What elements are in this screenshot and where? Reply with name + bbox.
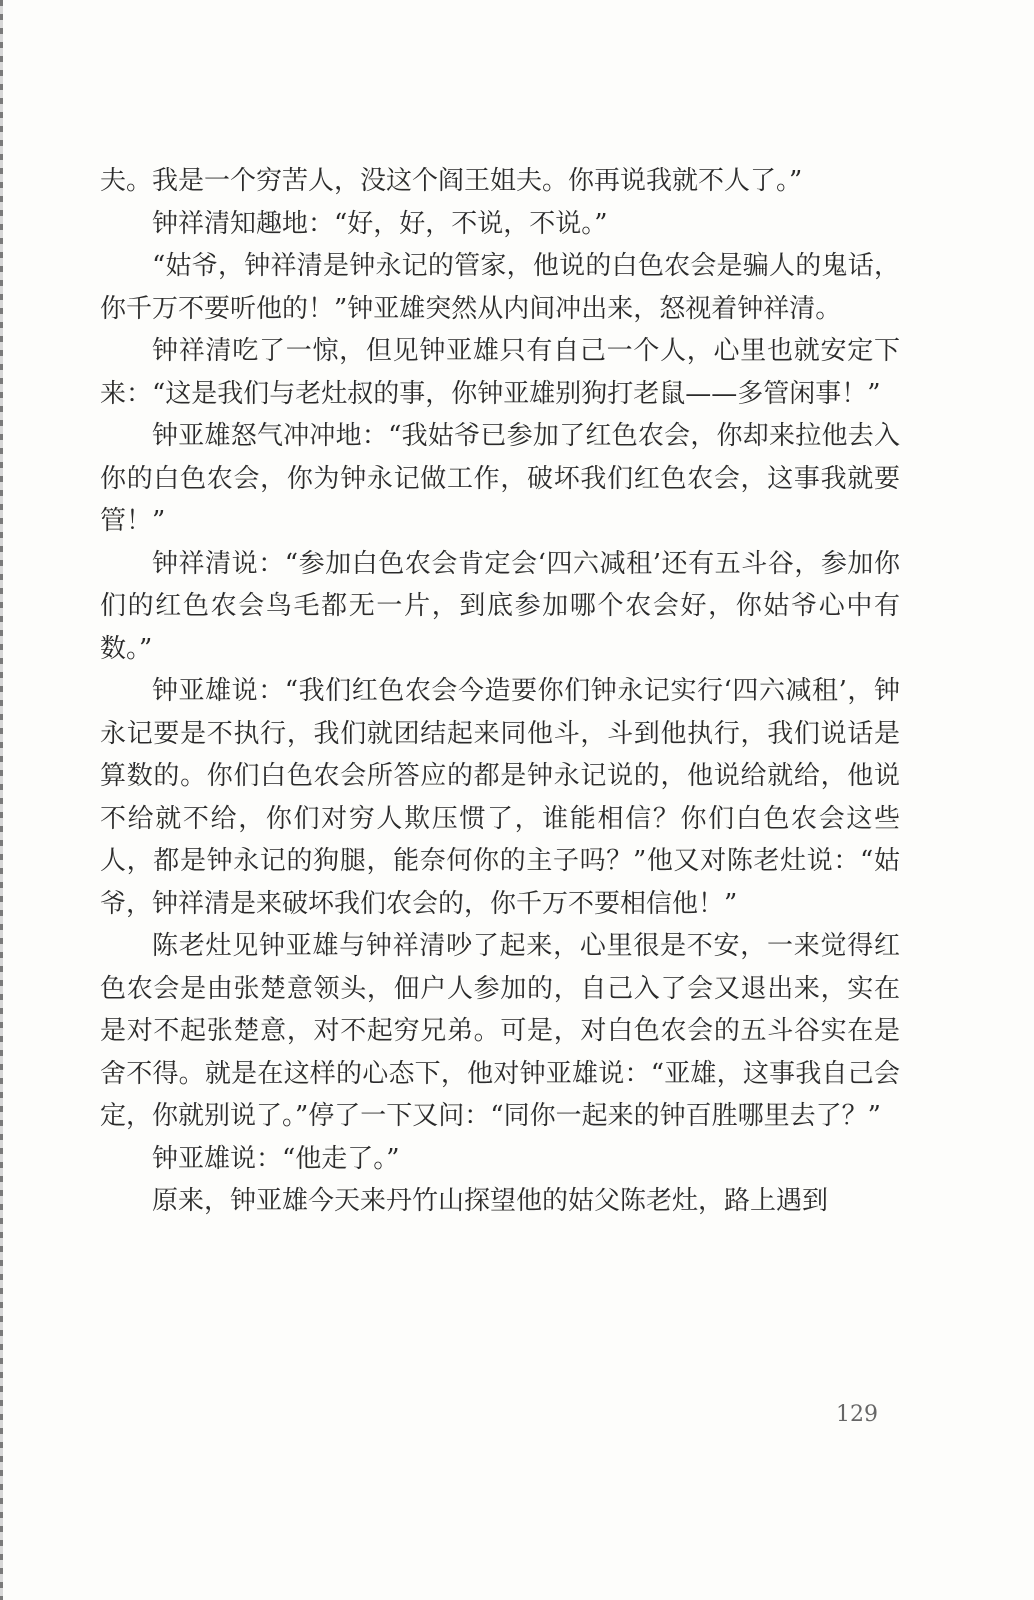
body-text [100,160,900,1223]
paragraph: 钟亚雄怒气冲冲地：“我姑爷已参加了红色农会，你却来拉他去入你的白色农会，你为钟永记做工作，破坏我们红色农会，这事我就要管！” [100,421,900,536]
paragraph: 钟祥清说：“参加白色农会肯定会‘四六减租’还有五斗谷，参加你们的红色农会鸟毛都无一片，到底参加哪个农会好，你姑爷心中有数。” [100,548,900,664]
paragraph: 钟祥清知趣地：“好，好，不说，不说。” [152,208,608,239]
paragraph: 钟亚雄说：“他走了。” [152,1143,400,1174]
paragraph-continuation: 夫。我是一个穷苦人，没这个阎王姐夫。你再说我就不人了。” [100,166,803,196]
paragraph: 钟亚雄说：“我们红色农会今造要你们钟永记实行‘四六减租’，钟永记要是不执行，我们就团结起来同他斗，斗到他执行，我们说话是算数的。你们白色农会所答应的都是钟永记说的，他说给就给，他说不给就不给，你们对穷人欺压惯了，谁能相信？你们白色农会这些人，都是钟永记的狗腿，能奈何你的主子吗？”他又对陈老灶说：“姑爷，钟祥清是来破坏我们农会的，你千万不要相信他！” [100,676,900,919]
scan-binding-edge [0,0,3,1600]
paragraph: “姑爷，钟祥清是钟永记的管家，他说的白色农会是骗人的鬼话，你千万不要听他的！”钟亚雄突然从内间冲出来，怒视着钟祥清。 [100,251,900,324]
paragraph: 钟祥清吃了一惊，但见钟亚雄只有自己一个人，心里也就安定下来：“这是我们与老灶叔的事，你钟亚雄别狗打老鼠——多管闲事！” [100,336,900,409]
page-number: 129 [836,1402,878,1427]
paragraph: 陈老灶见钟亚雄与钟祥清吵了起来，心里很是不安，一来觉得红色农会是由张楚意领头，佃户人参加的，自己入了会又退出来，实在是对不起张楚意，对不起穷兄弟。可是，对白色农会的五斗谷实在是舍不得。就是在这样的心态下，他对钟亚雄说：“亚雄，这事我自己会定，你就别说了。”停了一下又问：“同你一起来的钟百胜哪里去了？” [100,931,900,1131]
paragraph: 原来，钟亚雄今天来丹竹山探望他的姑父陈老灶，路上遇到 [152,1186,829,1216]
